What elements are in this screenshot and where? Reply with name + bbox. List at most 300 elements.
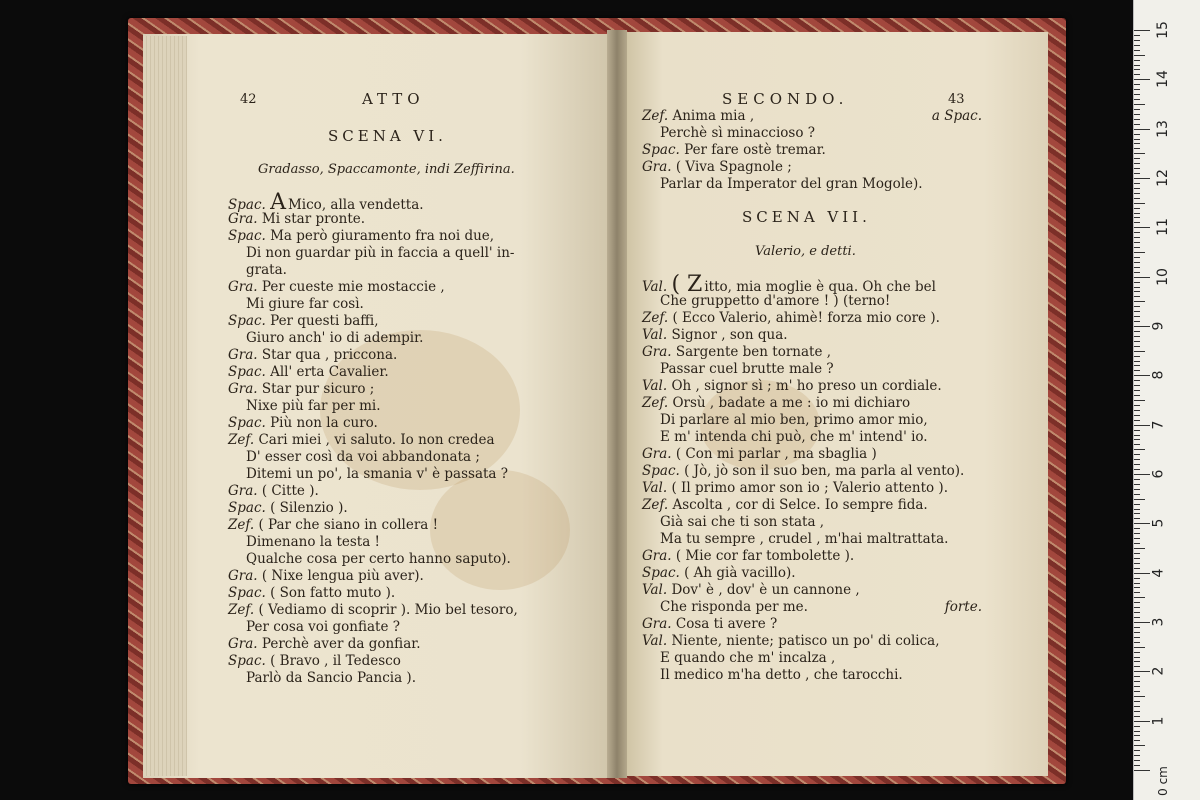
ruler-tick xyxy=(1134,242,1140,243)
line-text: Dov' è , dov' è un cannone , xyxy=(671,582,860,598)
text-line xyxy=(642,125,982,142)
ruler-number: 10 xyxy=(1154,267,1171,286)
ruler-tick xyxy=(1134,671,1150,672)
speaker-label: Spac. xyxy=(642,463,685,479)
ruler-tick xyxy=(1134,183,1140,184)
speaker-label: Val. xyxy=(642,279,672,295)
ruler-tick xyxy=(1134,277,1150,278)
ruler-tick xyxy=(1134,622,1150,623)
ruler-tick xyxy=(1134,430,1140,431)
ruler-tick xyxy=(1134,484,1140,485)
line-text: ( Mie cor far tombolette ). xyxy=(675,548,855,564)
page-number: 43 xyxy=(948,92,965,107)
text-line xyxy=(642,599,982,616)
text-line xyxy=(228,245,588,262)
text-line xyxy=(228,670,588,687)
ruler-tick xyxy=(1134,143,1140,144)
ruler-tick xyxy=(1134,321,1140,322)
ruler-tick xyxy=(1134,681,1140,682)
ruler-tick xyxy=(1134,642,1140,643)
right-text-block xyxy=(642,272,982,684)
text-line xyxy=(642,531,982,548)
line-text: Orsù , badate a me : io mi dichiaro xyxy=(672,395,911,411)
text-line xyxy=(228,330,588,347)
speaker-label: Gra. xyxy=(642,616,676,632)
line-text: Mi star pronte. xyxy=(261,211,366,227)
ruler-tick xyxy=(1134,351,1145,352)
ruler-tick xyxy=(1134,533,1140,534)
text-line xyxy=(642,548,982,565)
ruler-number: 9 xyxy=(1150,321,1167,331)
ruler-unit-label: 0 cm xyxy=(1155,766,1170,796)
drop-cap: A xyxy=(270,190,286,215)
ruler-tick xyxy=(1134,449,1145,450)
text-line xyxy=(642,293,982,310)
text-line xyxy=(228,364,588,381)
speaker-label: Spac. xyxy=(228,197,271,213)
ruler-tick xyxy=(1134,198,1140,199)
speaker-label: Gra. xyxy=(228,381,262,397)
ruler-tick xyxy=(1134,721,1150,722)
text-line xyxy=(228,347,588,364)
ruler-tick xyxy=(1134,346,1140,347)
cast-list: Valerio, e detti. xyxy=(755,244,856,259)
line-text: ( Par che siano in collera ! xyxy=(258,517,439,533)
ruler-tick xyxy=(1134,287,1140,288)
ruler-tick xyxy=(1134,454,1140,455)
text-line xyxy=(228,279,588,296)
ruler-tick xyxy=(1134,745,1145,746)
ruler-tick xyxy=(1134,331,1140,332)
ruler-tick xyxy=(1134,213,1140,214)
ruler-tick xyxy=(1134,696,1145,697)
ruler-tick xyxy=(1134,104,1145,105)
page-number: 42 xyxy=(240,92,257,107)
speaker-label: Gra. xyxy=(642,548,676,564)
ruler-tick xyxy=(1134,380,1140,381)
line-text: Sargente ben tornate , xyxy=(675,344,832,360)
text-line xyxy=(642,514,982,531)
text-line xyxy=(228,568,588,585)
ruler-tick xyxy=(1134,474,1150,475)
ruler-tick xyxy=(1134,711,1140,712)
speaker-label: Val. xyxy=(642,480,672,496)
ruler-tick xyxy=(1134,395,1140,396)
text-line xyxy=(642,272,982,297)
ruler-tick xyxy=(1134,65,1140,66)
ruler-tick xyxy=(1134,578,1140,579)
line-text: Perchè sì minaccioso ? xyxy=(660,125,816,141)
ruler-tick xyxy=(1134,148,1140,149)
ruler-tick xyxy=(1134,163,1140,164)
left-text-block xyxy=(228,190,588,687)
text-line xyxy=(228,585,588,602)
ruler-tick xyxy=(1134,60,1140,61)
page-fore-edge xyxy=(143,36,187,776)
line-text: Parlò da Sancio Pancia ). xyxy=(246,670,416,686)
text-line xyxy=(642,616,982,633)
ruler-tick xyxy=(1134,755,1140,756)
speaker-label: Zef. xyxy=(642,108,673,124)
ruler-tick xyxy=(1134,227,1150,228)
speaker-label: Gra. xyxy=(642,446,676,462)
ruler-tick xyxy=(1134,513,1140,514)
ruler-tick xyxy=(1134,173,1140,174)
line-text: Perchè aver da gonfiar. xyxy=(261,636,421,652)
text-line xyxy=(642,480,982,497)
text-line xyxy=(642,463,982,480)
text-line xyxy=(642,667,982,684)
line-text: Giuro anch' io di adempir. xyxy=(246,330,424,346)
speaker-label: Gra. xyxy=(228,636,262,652)
text-line xyxy=(642,344,982,361)
text-line xyxy=(642,412,982,429)
ruler-tick xyxy=(1134,726,1140,727)
text-line xyxy=(642,395,982,412)
text-line xyxy=(642,361,982,378)
line-text: Ascolta , cor di Selce. Io sempre fida. xyxy=(672,497,928,513)
line-text: Che gruppetto d'amore ! ) (terno! xyxy=(660,293,891,309)
ruler-number: 14 xyxy=(1154,70,1171,89)
ruler-tick xyxy=(1134,316,1140,317)
ruler-tick xyxy=(1134,336,1140,337)
text-line xyxy=(228,449,588,466)
ruler-tick xyxy=(1134,627,1140,628)
ruler-tick xyxy=(1134,459,1140,460)
ruler-number: 13 xyxy=(1154,119,1171,138)
line-text: E m' intenda chi può, che m' intend' io. xyxy=(660,429,928,445)
speaker-label: Zef. xyxy=(228,602,259,618)
text-line xyxy=(642,108,982,125)
ruler-number: 1 xyxy=(1150,716,1167,726)
ruler-tick xyxy=(1134,499,1145,500)
speaker-label: Spac. xyxy=(228,585,271,601)
ruler-tick xyxy=(1134,583,1140,584)
ruler-tick xyxy=(1134,188,1140,189)
ruler-tick xyxy=(1134,523,1150,524)
ruler-tick xyxy=(1134,701,1140,702)
ruler-tick xyxy=(1134,193,1140,194)
text-line xyxy=(228,296,588,313)
speaker-label: Zef. xyxy=(642,497,673,513)
ruler-tick xyxy=(1134,153,1145,154)
ruler-tick xyxy=(1134,686,1140,687)
line-text: Per fare ostè tremar. xyxy=(684,142,826,158)
ruler-tick xyxy=(1134,129,1150,130)
ruler-number: 4 xyxy=(1150,568,1167,578)
ruler-tick xyxy=(1134,612,1140,613)
ruler-tick xyxy=(1134,134,1140,135)
ruler-tick xyxy=(1134,94,1140,95)
text-line xyxy=(228,653,588,670)
stage-direction: forte. xyxy=(944,599,982,615)
ruler-tick xyxy=(1134,435,1140,436)
ruler-number: 6 xyxy=(1150,469,1167,479)
ruler-tick xyxy=(1134,464,1140,465)
ruler-tick xyxy=(1134,469,1140,470)
text-line xyxy=(642,159,982,176)
ruler-tick xyxy=(1134,420,1140,421)
line-text: Ditemi un po', la smania v' è passata ? xyxy=(246,466,509,482)
ruler-tick xyxy=(1134,548,1145,549)
drop-cap: ( Z xyxy=(671,272,703,297)
text-line xyxy=(228,211,588,228)
line-text: All' erta Cavalier. xyxy=(270,364,389,380)
ruler-number: 3 xyxy=(1150,617,1167,627)
ruler-tick xyxy=(1134,272,1140,273)
speaker-label: Spac. xyxy=(228,500,271,516)
line-text: Che risponda per me. xyxy=(660,599,808,615)
ruler-tick xyxy=(1134,365,1140,366)
text-line xyxy=(228,483,588,500)
text-line xyxy=(642,310,982,327)
ruler-tick xyxy=(1134,370,1140,371)
line-text: Ma però giuramento fra noi due, xyxy=(270,228,495,244)
measuring-ruler xyxy=(1133,0,1200,800)
line-text: Dimenano la testa ! xyxy=(246,534,380,550)
text-line xyxy=(642,378,982,395)
ruler-tick xyxy=(1134,509,1140,510)
line-text: itto, mia moglie è qua. Oh che bel xyxy=(704,279,936,295)
line-text: Oh , signor sì ; m' ho preso un cordiale. xyxy=(671,378,942,394)
line-text: Cosa ti avere ? xyxy=(675,616,778,632)
speaker-label: Gra. xyxy=(228,483,262,499)
line-text: ( Vediamo di scoprir ). Mio bel tesoro, xyxy=(258,602,518,618)
line-text: Anima mia , xyxy=(672,108,755,124)
ruler-tick xyxy=(1134,415,1140,416)
line-text: ( Jò, jò son il suo ben, ma parla al vento). xyxy=(684,463,965,479)
speaker-label: Spac. xyxy=(228,228,271,244)
line-text: Di non guardar più in faccia a quell' in- xyxy=(246,245,515,261)
line-text: D' esser così da voi abbandonata ; xyxy=(246,449,480,465)
ruler-tick xyxy=(1134,538,1140,539)
ruler-tick xyxy=(1134,119,1140,120)
line-text: Per cosa voi gonfiate ? xyxy=(246,619,400,635)
speaker-label: Zef. xyxy=(228,432,259,448)
ruler-tick xyxy=(1134,563,1140,564)
line-text: grata. xyxy=(246,262,287,278)
ruler-number: 7 xyxy=(1150,420,1167,430)
speaker-label: Spac. xyxy=(228,415,271,431)
ruler-tick xyxy=(1134,494,1140,495)
ruler-tick xyxy=(1134,217,1140,218)
speaker-label: Spac. xyxy=(228,313,271,329)
ruler-tick xyxy=(1134,479,1140,480)
ruler-tick xyxy=(1134,203,1145,204)
ruler-tick xyxy=(1134,410,1140,411)
ruler-tick xyxy=(1134,35,1140,36)
ruler-tick xyxy=(1134,50,1140,51)
ruler-tick xyxy=(1134,385,1140,386)
ruler-tick xyxy=(1134,405,1140,406)
line-text: ( Silenzio ). xyxy=(270,500,348,516)
speaker-label: Gra. xyxy=(228,279,262,295)
line-text: Per questi baffi, xyxy=(270,313,379,329)
text-line xyxy=(228,262,588,279)
speaker-label: Spac. xyxy=(228,364,271,380)
ruler-number: 11 xyxy=(1154,218,1171,237)
ruler-tick xyxy=(1134,735,1140,736)
line-text: ( Viva Spagnole ; xyxy=(675,159,792,175)
scene-title: SCENA VII. xyxy=(742,208,871,226)
ruler-tick xyxy=(1134,282,1140,283)
speaker-label: Spac. xyxy=(642,142,685,158)
speaker-label: Spac. xyxy=(642,565,685,581)
ruler-tick xyxy=(1134,691,1140,692)
line-text: Qualche cosa per certo hanno saputo). xyxy=(246,551,511,567)
ruler-tick xyxy=(1134,252,1145,253)
ruler-tick xyxy=(1134,637,1140,638)
text-line xyxy=(228,517,588,534)
line-text: Mi giure far così. xyxy=(246,296,364,312)
ruler-tick xyxy=(1134,178,1150,179)
ruler-tick xyxy=(1134,301,1145,302)
text-line xyxy=(228,602,588,619)
ruler-tick xyxy=(1134,55,1145,56)
line-text: Signor , son qua. xyxy=(671,327,788,343)
ruler-tick xyxy=(1134,607,1140,608)
text-line xyxy=(642,429,982,446)
text-line xyxy=(228,551,588,568)
cast-list: Gradasso, Spaccamonte, indi Zeffirina. xyxy=(258,162,515,177)
ruler-tick xyxy=(1134,439,1140,440)
ruler-tick xyxy=(1134,661,1140,662)
running-header: SECONDO. xyxy=(722,90,849,108)
ruler-number: 15 xyxy=(1154,21,1171,39)
ruler-tick xyxy=(1134,400,1145,401)
speaker-label: Val. xyxy=(642,378,672,394)
line-text: Ma tu sempre , crudel , m'hai maltrattata. xyxy=(660,531,949,547)
ruler-tick xyxy=(1134,237,1140,238)
ruler-tick xyxy=(1134,592,1140,593)
ruler-tick xyxy=(1134,617,1140,618)
line-text: Parlar da Imperator del gran Mogole). xyxy=(660,176,923,192)
line-text: ( Nixe lengua più aver). xyxy=(261,568,424,584)
line-text: E quando che m' incalza , xyxy=(660,650,836,666)
text-line xyxy=(228,415,588,432)
text-line xyxy=(642,582,982,599)
speaker-label: Zef. xyxy=(228,517,259,533)
speaker-label: Gra. xyxy=(228,568,262,584)
ruler-tick xyxy=(1134,247,1140,248)
text-line xyxy=(642,446,982,463)
ruler-tick xyxy=(1134,114,1140,115)
ruler-tick xyxy=(1134,568,1140,569)
ruler-tick xyxy=(1134,558,1140,559)
speaker-label: Gra. xyxy=(642,344,676,360)
ruler-tick xyxy=(1134,602,1140,603)
ruler-tick xyxy=(1134,257,1140,258)
speaker-label: Gra. xyxy=(228,347,262,363)
speaker-label: Zef. xyxy=(642,395,673,411)
ruler-tick xyxy=(1134,425,1150,426)
ruler-number: 2 xyxy=(1150,666,1167,676)
ruler-tick xyxy=(1134,597,1145,598)
ruler-tick xyxy=(1134,770,1150,771)
stage-direction: a Spac. xyxy=(931,108,982,124)
ruler-tick xyxy=(1134,390,1140,391)
line-text: Nixe più far per mi. xyxy=(246,398,381,414)
ruler-tick xyxy=(1134,573,1150,574)
ruler-tick xyxy=(1134,99,1140,100)
ruler-tick xyxy=(1134,375,1150,376)
ruler-tick xyxy=(1134,296,1140,297)
line-text: ( Ah già vacillo). xyxy=(684,565,796,581)
ruler-tick xyxy=(1134,731,1140,732)
ruler-number: 5 xyxy=(1150,518,1167,528)
ruler-tick xyxy=(1134,208,1140,209)
ruler-tick xyxy=(1134,750,1140,751)
text-line xyxy=(228,500,588,517)
line-text: Star pur sicuro ; xyxy=(261,381,375,397)
line-text: ( Il primo amor son io ; Valerio attento ). xyxy=(671,480,948,496)
text-line xyxy=(228,534,588,551)
text-line xyxy=(642,565,982,582)
ruler-tick xyxy=(1134,79,1150,80)
line-text: Cari miei , vi saluto. Io non credea xyxy=(258,432,495,448)
ruler-tick xyxy=(1134,30,1150,31)
ruler-tick xyxy=(1134,291,1140,292)
ruler-tick xyxy=(1134,139,1140,140)
text-line xyxy=(228,398,588,415)
ruler-tick xyxy=(1134,222,1140,223)
ruler-tick xyxy=(1134,632,1140,633)
line-text: Star qua , priccona. xyxy=(261,347,398,363)
line-text: ( Citte ). xyxy=(261,483,319,499)
ruler-tick xyxy=(1134,489,1140,490)
text-line xyxy=(642,327,982,344)
ruler-tick xyxy=(1134,311,1140,312)
ruler-tick xyxy=(1134,84,1140,85)
ruler-tick xyxy=(1134,652,1140,653)
ruler-number: 8 xyxy=(1150,370,1167,380)
line-text: Il medico m'ha detto , che tarocchi. xyxy=(660,667,903,683)
ruler-tick xyxy=(1134,361,1140,362)
ruler-tick xyxy=(1134,765,1140,766)
text-line xyxy=(642,650,982,667)
ruler-tick xyxy=(1134,326,1150,327)
line-text: ( Con mi parlar , ma sbaglia ) xyxy=(675,446,877,462)
ruler-tick xyxy=(1134,109,1140,110)
ruler-tick xyxy=(1134,341,1140,342)
text-line xyxy=(642,176,982,193)
text-line xyxy=(228,432,588,449)
ruler-tick xyxy=(1134,356,1140,357)
right-top-text-block xyxy=(642,108,982,193)
text-line xyxy=(642,497,982,514)
ruler-tick xyxy=(1134,69,1140,70)
ruler-tick xyxy=(1134,553,1140,554)
line-text: Niente, niente; patisco un po' di colica, xyxy=(671,633,940,649)
ruler-tick xyxy=(1134,504,1140,505)
ruler-tick xyxy=(1134,168,1140,169)
running-header: ATTO xyxy=(362,90,425,108)
line-text: Passar cuel brutte male ? xyxy=(660,361,834,377)
speaker-label: Val. xyxy=(642,582,672,598)
text-line xyxy=(642,633,982,650)
line-text: Già sai che ti son stata , xyxy=(660,514,825,530)
ruler-tick xyxy=(1134,716,1140,717)
line-text: ( Ecco Valerio, ahimè! forza mio core ). xyxy=(672,310,940,326)
ruler-tick xyxy=(1134,760,1140,761)
text-line xyxy=(228,228,588,245)
ruler-tick xyxy=(1134,45,1140,46)
ruler-tick xyxy=(1134,232,1140,233)
speaker-label: Gra. xyxy=(228,211,262,227)
ruler-tick xyxy=(1134,89,1140,90)
text-line xyxy=(228,190,588,215)
ruler-tick xyxy=(1134,124,1140,125)
